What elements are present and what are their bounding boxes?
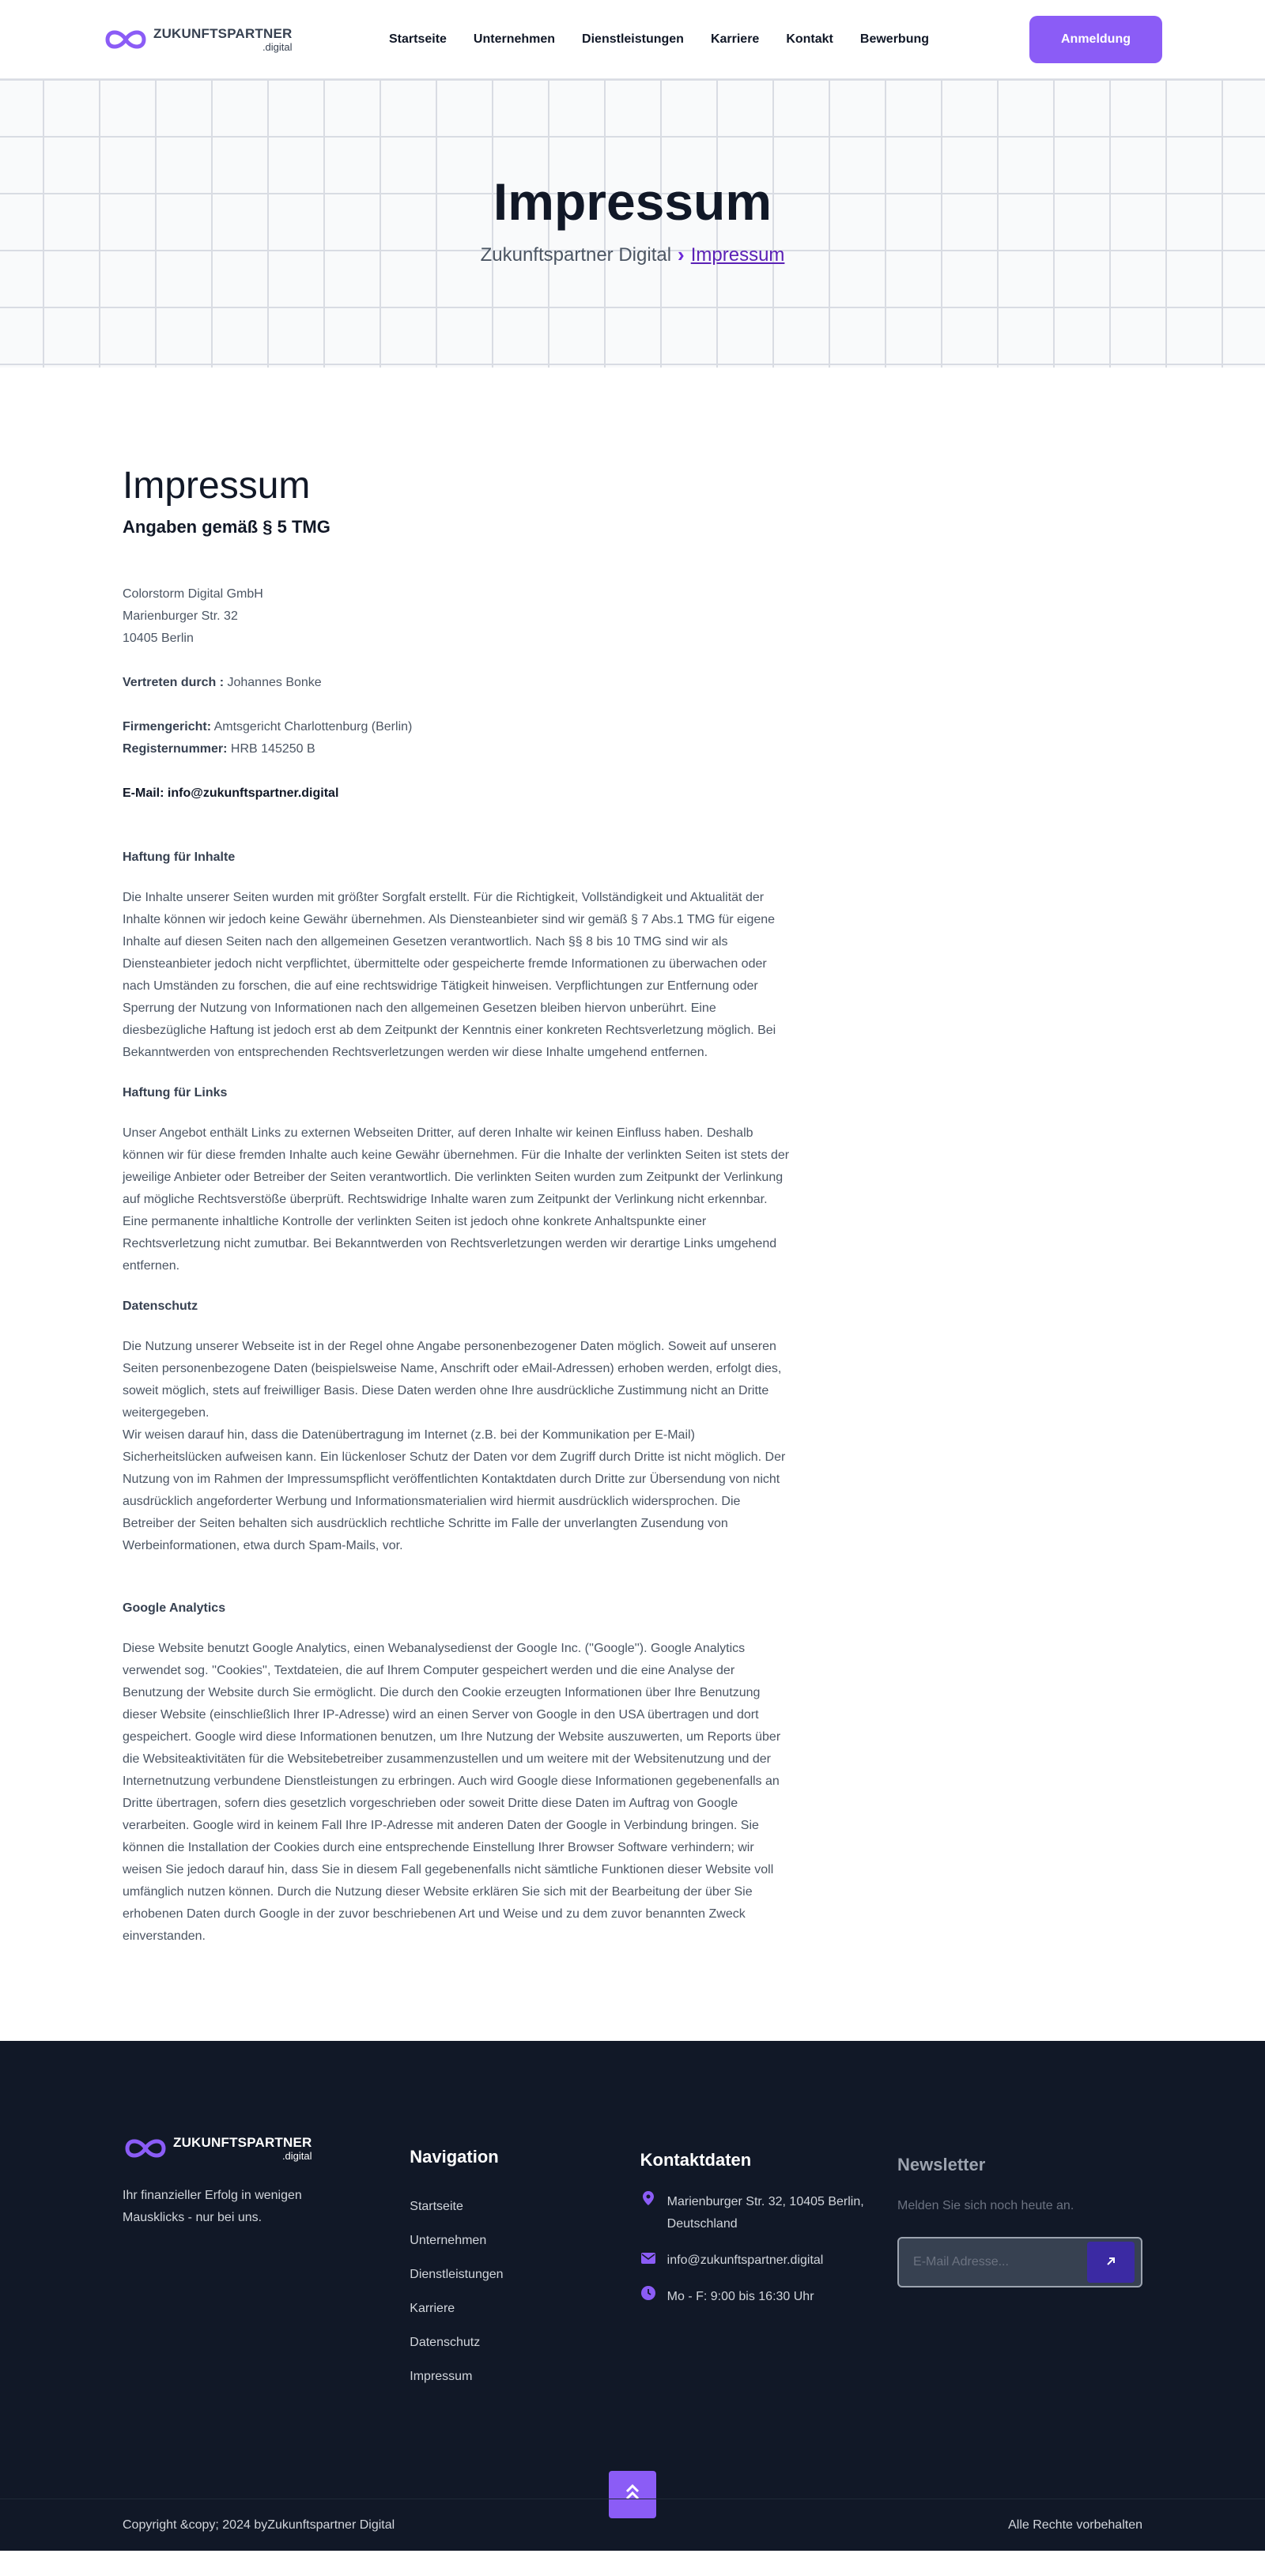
section-title-datenschutz: Datenschutz [123, 1299, 198, 1313]
logo-main-text: ZUKUNFTSPARTNER [153, 25, 293, 41]
section-text-datenschutz-2: Wir weisen darauf hin, dass die Datenübertragung im Internet (z.B. bei der Kommunikation per E-Mail) Sicherheitslücken aufweisen kann. Ein lückenloser Schutz der Daten vor dem Zugriff durch Dritte ist nicht möglich. Der Nutzung von im Rahmen der Impressumspflicht veröffentlichten Kontaktdaten durch Dritte zur Übersendung von nicht ausdrücklich angeforderter Werbung und Informationsmaterialien wird hiermit ausdrücklich widersprochen. Die Betreiber der Seiten behalten sich ausdrücklich rechtliche Schritte im Falle der unverlangten Zusendung von Werbeinformationen, etwa durch Spam-Mails, vor. [123, 1428, 786, 1552]
footer-hours-row [640, 2286, 897, 2308]
footer-logo-sub-text: .digital [281, 2150, 312, 2162]
section-text-haftung-links: Unser Angebot enthält Links zu externen Webseiten Dritter, auf deren Inhalte wir keinen Einfluss haben. Deshalb können wir für diese fremden Inhalte auch keine Gewähr übernehmen. Für die Inhalte der verlinkten Seiten ist stets der jeweilige Anbieter oder Betreiber der Seiten verantwortlich. Die verlinkten Seiten wurden zum Zeitpunkt der Verlinkung auf mögliche Rechtsverstöße überprüft. Rechtswidrige Inhalte waren zum Zeitpunkt der Verlinkung nicht erkennbar. Eine permanente inhaltliche Kontrolle der verlinkten Seiten ist jedoch ohne konkrete Anhaltspunkte einer Rechtsverletzung nicht zumutbar. Bei Bekanntwerden von Rechtsverletzungen werden wir derartige Links umgehend entfernen. [123, 1126, 790, 1273]
register-value: HRB 145250 B [227, 742, 315, 756]
infinity-logo-icon [123, 2137, 168, 2160]
footer-logo-main-text: ZUKUNFTSPARTNER [173, 2135, 312, 2150]
footer-newsletter [897, 2136, 1142, 2393]
footer-contact [640, 2136, 897, 2393]
footer-link-unternehmen[interactable]: Unternehmen [410, 2234, 487, 2247]
page-title: Impressum [493, 172, 772, 231]
section-title-google-analytics: Google Analytics [123, 1601, 226, 1615]
nav-bewerbung[interactable]: Bewerbung [859, 32, 930, 46]
representative [123, 672, 795, 694]
newsletter-email-input[interactable] [913, 2255, 1087, 2269]
site-header [0, 0, 1265, 79]
footer-address: Marienburger Str. 32, 10405 Berlin, Deutschland [666, 2195, 864, 2231]
infinity-logo-icon [103, 28, 149, 51]
representative-label: Vertreten durch : [123, 676, 225, 689]
footer-email-row [640, 2250, 897, 2272]
nav-karriere[interactable]: Karriere [710, 32, 760, 46]
section-text-google-analytics: Diese Website benutzt Google Analytics, einen Webanalysedienst der Google Inc. (''Google''). Google Analytics verwendet sog. ''Cookies'', Textdateien, die auf Ihrem Computer gespeichert werden und die eine Analyse der Benutzung der Website durch Sie ermöglicht. Die durch den Cookie erzeugten Informationen über Ihre Benutzung dieser Website (einschließlich Ihrer IP-Adresse) wird an einen Server von Google in den USA übertragen und dort gespeichert. Google wird diese Informationen benutzen, um Ihre Nutzung der Website auszuwerten, um Reports über die Websiteaktivitäten für die Websitebetreiber zusammenzustellen und um weitere mit der Websitenutzung und der Internetnutzung verbundene Dienstleistungen zu erbringen. Auch wird Google diese Informationen gegebenenfalls an Dritte übertragen, sofern dies gesetzlich vorgeschrieben oder soweit Dritte diese Daten im Auftrag von Google verarbeiten. Google wird in keinem Fall Ihre IP-Adresse mit anderen Daten der Google in Verbindung bringen. Sie können die Installation der Cookies durch eine entsprechende Einstellung Ihrer Browser Software verhindern; wir weisen Sie jedoch darauf hin, dass Sie in diesem Fall gegebenenfalls nicht sämtliche Funktionen dieser Website voll umfänglich nutzen können. Durch die Nutzung dieser Website erklären Sie sich mit der Bearbeitung der über Sie erhobenen Daten durch Google in der zuvor beschriebenen Art und Weise und zu dem zuvor benannten Zweck einverstanden. [123, 1642, 781, 1943]
company-name: Colorstorm Digital GmbH [123, 587, 263, 601]
nav-dienstleistungen[interactable]: Dienstleistungen [582, 32, 684, 46]
representative-value: Johannes Bonke [224, 676, 322, 689]
footer-contact-title: Kontaktdaten [640, 2150, 752, 2170]
footer-address-row [640, 2191, 897, 2235]
company-city: 10405 Berlin [123, 632, 194, 645]
footer-link-dienstleistungen[interactable]: Dienstleistungen [410, 2268, 504, 2281]
login-button[interactable]: Anmeldung [1029, 16, 1162, 63]
company-address [123, 583, 795, 650]
envelope-icon [640, 2250, 656, 2272]
breadcrumb-home[interactable]: Zukunftspartner Digital [480, 243, 672, 266]
section-text-haftung-inhalte: Die Inhalte unserer Seiten wurden mit größter Sorgfalt erstellt. Für die Richtigkeit, Vollständigkeit und Aktualität der Inhalte können wir jedoch keine Gewähr übernehmen. Als Diensteanbieter sind wir gemäß § 7 Abs.1 TMG für eigene Inhalte auf diesen Seiten nach den allgemeinen Gesetzen verantwortlich. Nach §§ 8 bis 10 TMG sind wir als Diensteanbieter jedoch nicht verpflichtet, übermittelte oder gespeicherte fremde Informationen zu überwachen oder nach Umständen zu forschen, die auf eine rechtswidrige Tätigkeit hinweisen. Verpflichtungen zur Entfernung oder Sperrung der Nutzung von Informationen nach den allgemeinen Gesetzen bleiben hiervon unberührt. Eine diesbezügliche Haftung ist jedoch erst ab dem Zeitpunkt der Kenntnis einer konkreten Rechtsverletzung möglich. Bei Bekanntwerden von entsprechenden Rechtsverletzungen werden wir diese Inhalte umgehend entfernen. [123, 891, 776, 1059]
copyright-bar [0, 2499, 1265, 2551]
rights-text: Alle Rechte vorbehalten [1008, 2518, 1142, 2532]
copyright-text: Copyright &copy; 2024 byZukunftspartner Digital [123, 2518, 395, 2532]
newsletter-text: Melden Sie sich noch heute an. [897, 2199, 1074, 2212]
registry-info [123, 716, 795, 760]
footer-link-startseite[interactable]: Startseite [410, 2200, 463, 2213]
footer-navigation [410, 2136, 640, 2393]
newsletter-form [897, 2237, 1142, 2287]
logo[interactable] [103, 27, 389, 52]
register-label: Registernummer: [123, 742, 228, 756]
section-title-haftung-links: Haftung für Links [123, 1086, 228, 1099]
footer-hours: Mo - F: 9:00 bis 16:30 Uhr [666, 2290, 814, 2303]
chevron-right-icon: › [678, 243, 685, 266]
content-title: Impressum [123, 465, 311, 507]
footer-tagline: Ihr finanzieller Erfolg in wenigen Mausklicks - nur bei uns. [123, 2189, 302, 2224]
arrow-up-right-icon [1105, 2256, 1116, 2267]
nav-kontakt[interactable]: Kontakt [786, 32, 833, 46]
impressum-content [0, 464, 917, 1948]
breadcrumb [481, 243, 785, 267]
page-hero [0, 79, 1265, 368]
footer-link-karriere[interactable]: Karriere [410, 2302, 455, 2315]
footer-link-impressum[interactable]: Impressum [410, 2370, 473, 2383]
court-label: Firmengericht: [123, 720, 212, 734]
company-street: Marienburger Str. 32 [123, 609, 238, 623]
footer-brand [123, 2136, 410, 2393]
map-pin-icon [640, 2191, 656, 2235]
newsletter-submit-button[interactable] [1087, 2242, 1135, 2283]
clock-icon [640, 2286, 656, 2308]
newsletter-title: Newsletter [897, 2155, 986, 2174]
site-footer [0, 2041, 1265, 2551]
footer-logo[interactable] [123, 2136, 410, 2161]
main-nav [389, 32, 1029, 47]
footer-link-datenschutz[interactable]: Datenschutz [410, 2336, 481, 2349]
content-subtitle: Angaben gemäß § 5 TMG [123, 517, 330, 537]
section-title-haftung-inhalte: Haftung für Inhalte [123, 850, 236, 864]
footer-nav-title: Navigation [410, 2147, 499, 2167]
nav-unternehmen[interactable]: Unternehmen [473, 32, 556, 46]
contact-email[interactable]: E-Mail: info@zukunftspartner.digital [123, 786, 339, 800]
section-text-datenschutz: Die Nutzung unserer Webseite ist in der Regel ohne Angabe personenbezogener Daten möglich. Soweit auf unseren Seiten personenbezogene Daten (beispielsweise Name, Anschrift oder eMail-Adressen) erhoben werden, erfolgt dies, soweit möglich, stets auf freiwilliger Basis. Diese Daten werden ohne Ihre ausdrückliche Zustimmung nicht an Dritte weitergegeben. [123, 1340, 782, 1420]
breadcrumb-current[interactable]: Impressum [690, 243, 785, 266]
nav-startseite[interactable]: Startseite [389, 32, 447, 46]
court-value: Amtsgericht Charlottenburg (Berlin) [211, 720, 413, 734]
footer-email[interactable]: info@zukunftspartner.digital [666, 2254, 824, 2267]
logo-sub-text: .digital [262, 40, 293, 53]
